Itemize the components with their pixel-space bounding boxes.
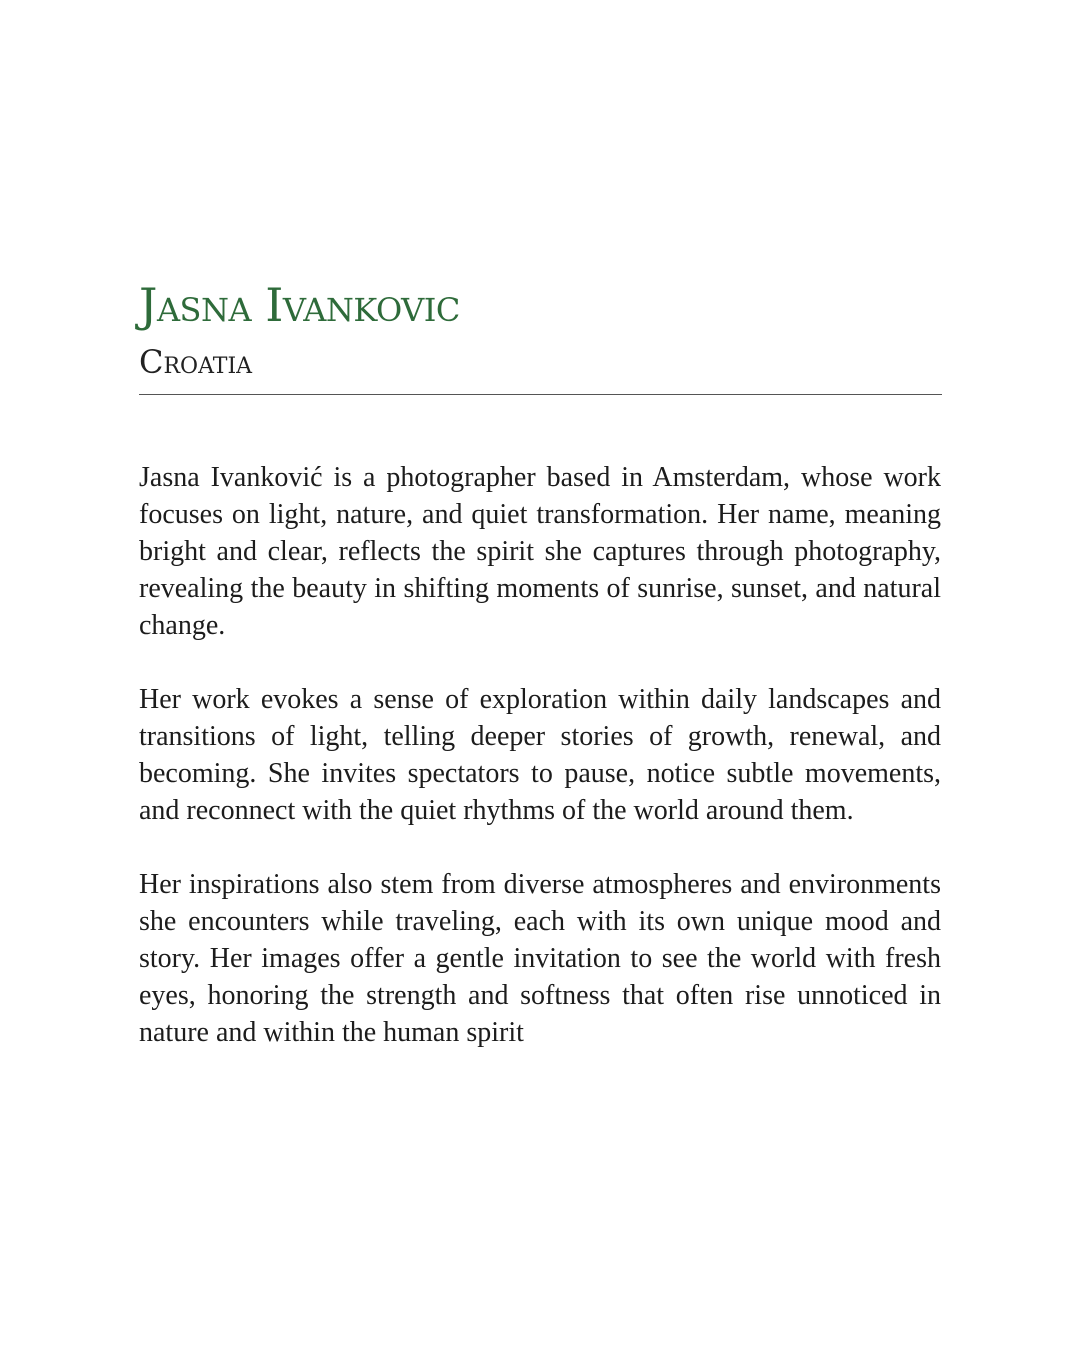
artist-name: Jasna Ivankovic: [139, 278, 460, 332]
artist-bio: [139, 459, 941, 1051]
bio-paragraph: Her work evokes a sense of exploration within daily landscapes and transitions of light, telling deeper stories of growth, renewal, and becoming. She invites spectators to pause, notice subtle movements, and reconnect with the quiet rhythms of the world around them.: [139, 684, 941, 826]
bio-paragraph: Jasna Ivanković is a photographer based in Amsterdam, whose work focuses on light, nature, and quiet transformation. Her name, meaning bright and clear, reflects the spirit she captures through photography, revealing the beauty in shifting moments of sunrise, sunset, and natural change.: [139, 462, 941, 641]
bio-paragraph: Her inspirations also stem from diverse atmospheres and environments she encounters while traveling, each with its own unique mood and story. Her images offer a gentle invitation to see the world with fresh eyes, honoring the strength and softness that often rise unnoticed in nature and within the human spirit: [139, 869, 941, 1048]
artist-country: Croatia: [139, 343, 253, 381]
header-divider: [139, 394, 942, 395]
artist-profile: [139, 278, 941, 1088]
